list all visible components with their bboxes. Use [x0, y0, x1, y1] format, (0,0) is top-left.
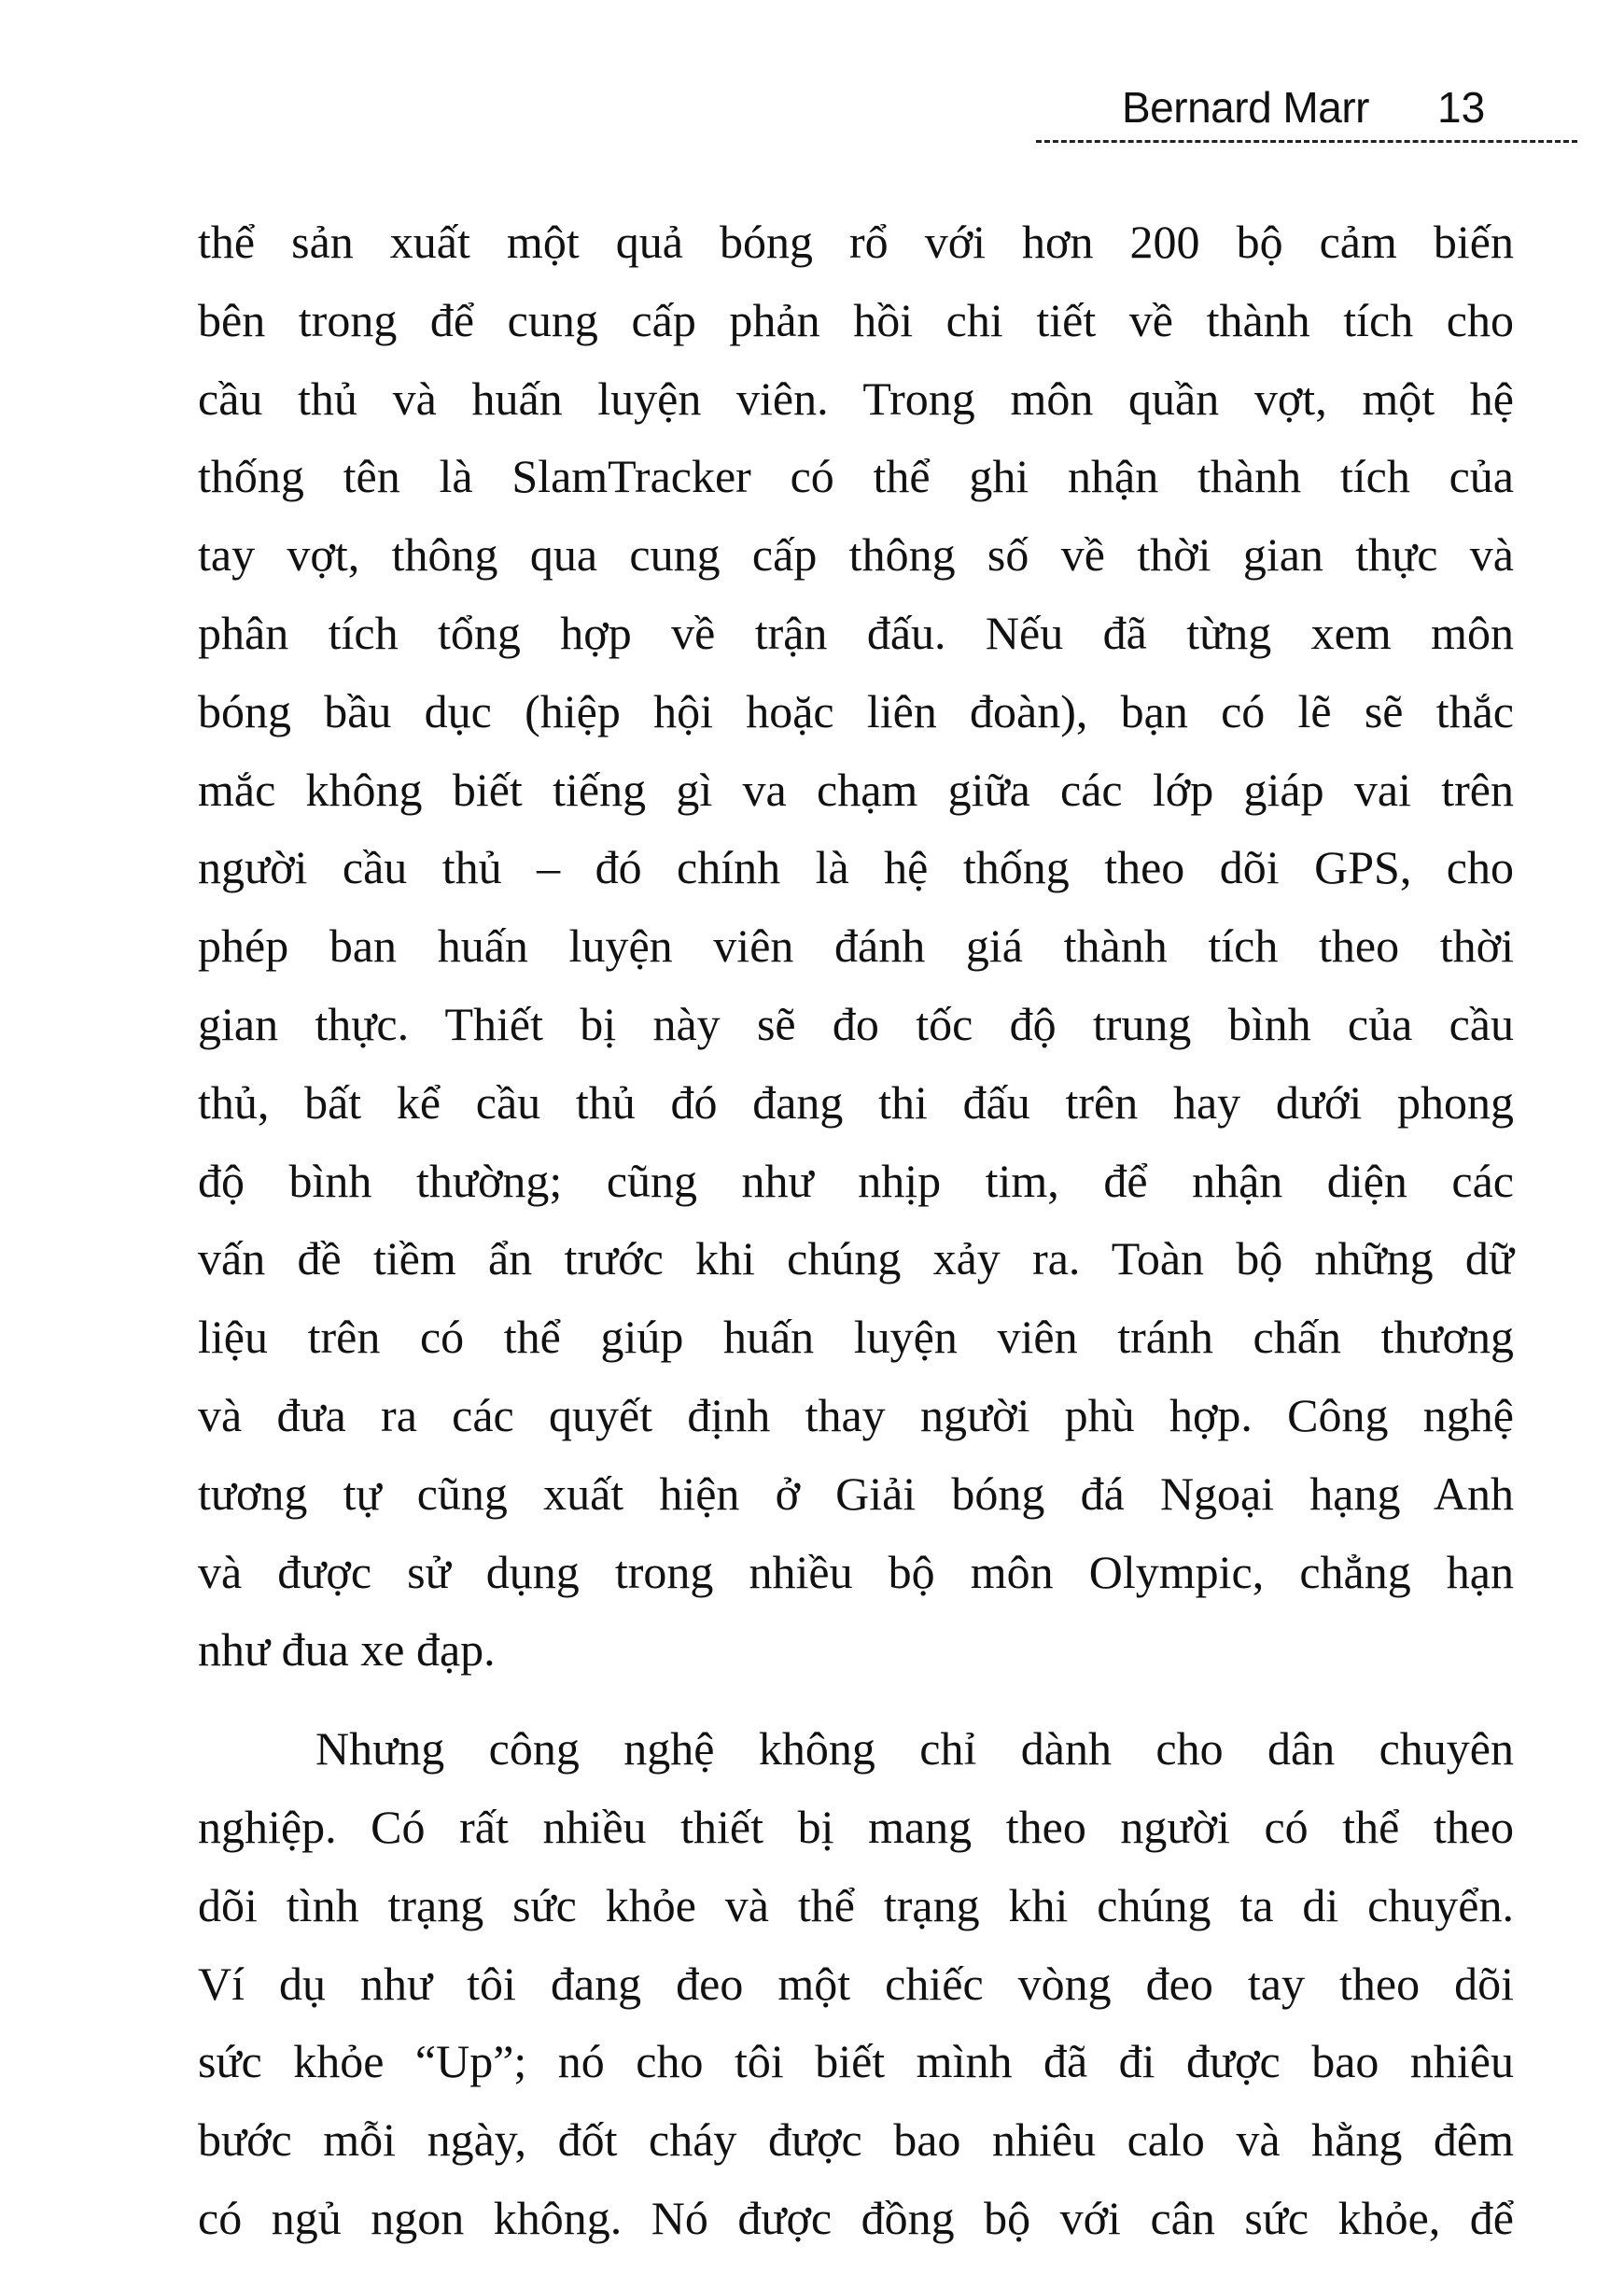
text-line: bước mỗi ngày, đốt cháy được bao nhiêu calo và hằng đêm: [198, 2113, 1514, 2167]
text-line: gian thực. Thiết bị này sẽ đo tốc độ trung bình của cầu: [198, 997, 1514, 1050]
text-line: như đua xe đạp.: [198, 1623, 496, 1677]
paragraph-1: [198, 204, 1514, 1690]
text-line: phép ban huấn luyện viên đánh giá thành tích theo thời: [198, 919, 1514, 973]
text-line: thủ, bất kể cầu thủ đó đang thi đấu trên hay dưới phong: [198, 1075, 1514, 1129]
text-line: thể sản xuất một quả bóng rổ với hơn 200 bộ cảm biến: [198, 216, 1514, 268]
paragraph-spacer: [198, 1690, 1514, 1710]
text-line: và đưa ra các quyết định thay người phù hợp. Công nghệ: [198, 1388, 1514, 1441]
running-header: [1036, 83, 1577, 143]
text-line: nghiệp. Có rất nhiều thiết bị mang theo người có thể theo: [198, 1800, 1514, 1853]
text-line: bên trong để cung cấp phản hồi chi tiết về thành tích cho: [198, 293, 1514, 346]
text-line: mắc không biết tiếng gì va chạm giữa các lớp giáp vai trên: [198, 763, 1514, 816]
text-line: bóng bầu dục (hiệp hội hoặc liên đoàn), bạn có lẽ sẽ thắc: [198, 684, 1514, 737]
text-line: Ví dụ như tôi đang đeo một chiếc vòng đeo tay theo dõi: [198, 1957, 1514, 2010]
header-author: Bernard Marr: [1122, 83, 1369, 132]
text-line: vấn đề tiềm ẩn trước khi chúng xảy ra. Toàn bộ những dữ: [198, 1232, 1514, 1285]
text-line: liệu trên có thể giúp huấn luyện viên tránh chấn thương: [198, 1311, 1514, 1364]
body-text: [198, 204, 1514, 2258]
text-line: có ngủ ngon không. Nó được đồng bộ với cân sức khỏe, để: [198, 2191, 1514, 2244]
text-line: sức khỏe “Up”; nó cho tôi biết mình đã đi được bao nhiêu: [198, 2035, 1514, 2088]
text-line: tương tự cũng xuất hiện ở Giải bóng đá Ngoại hạng Anh: [198, 1467, 1514, 1520]
text-line: cầu thủ và huấn luyện viên. Trong môn quần vợt, một hệ: [198, 372, 1514, 425]
text-line: và được sử dụng trong nhiều bộ môn Olympic, chẳng hạn: [198, 1545, 1514, 1598]
text-line: thống tên là SlamTracker có thể ghi nhận thành tích của: [198, 450, 1514, 503]
page-number: 13: [1437, 83, 1486, 132]
text-line: tay vợt, thông qua cung cấp thông số về thời gian thực và: [198, 528, 1514, 582]
text-line: độ bình thường; cũng như nhịp tim, để nhận diện các: [198, 1154, 1514, 1207]
paragraph-2: [198, 1710, 1514, 2258]
text-line: dõi tình trạng sức khỏe và thể trạng khi chúng ta di chuyển.: [198, 1878, 1514, 1931]
text-line: Nhưng công nghệ không chỉ dành cho dân chuyên: [315, 1722, 1514, 1776]
text-line: người cầu thủ – đó chính là hệ thống theo dõi GPS, cho: [198, 841, 1514, 894]
text-line: phân tích tổng hợp về trận đấu. Nếu đã từng xem môn: [198, 606, 1514, 659]
